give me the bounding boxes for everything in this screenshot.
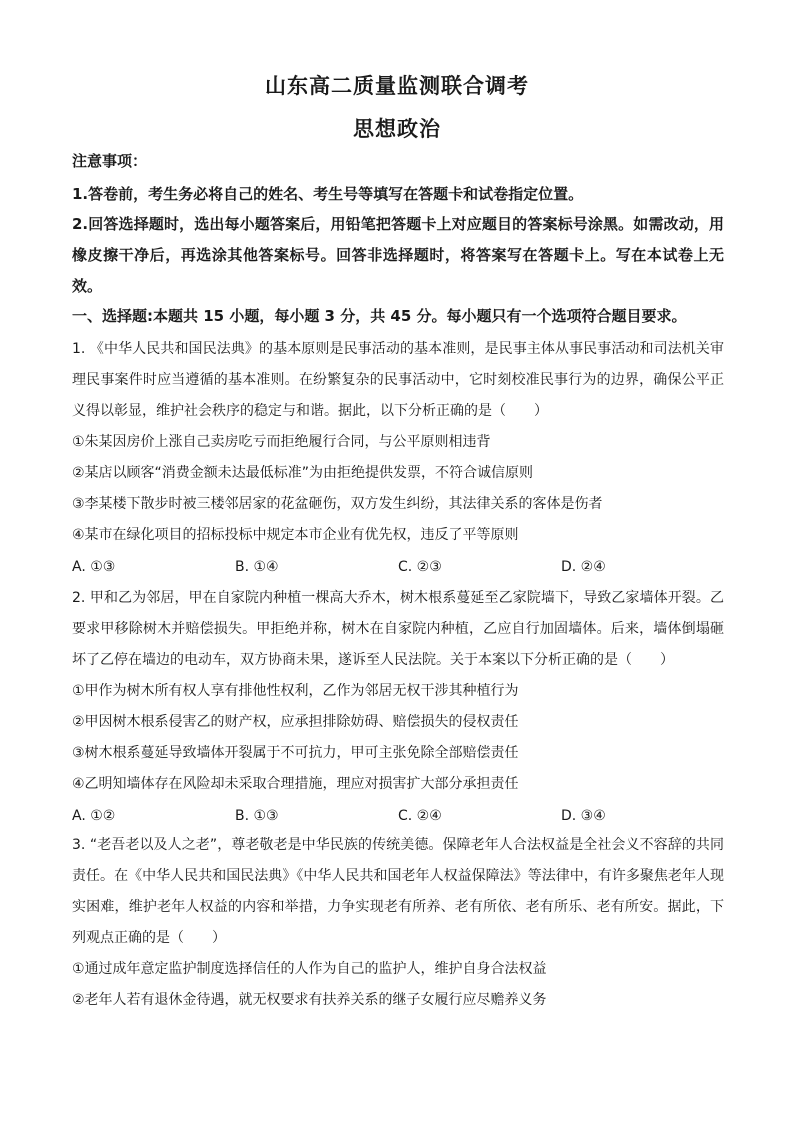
choice-b: B. ①④ [235, 559, 279, 575]
choice-d: D. ③④ [561, 808, 606, 824]
question-stem: 1. 《中华人民共和国民法典》的基本原则是民事活动的基本准则，是民事主体从事民事活动和司法机关审理民事案件时应当遵循的基本准则。在纷繁复杂的民事活动中，它时刻校准民事行为的边界，确保公平正义得以彰显，维护社会秩序的稳定与和谐。据此，以下分析正确的是（ ） [72, 341, 724, 419]
choice-a: A. ①③ [72, 559, 116, 575]
question-1 [72, 334, 724, 575]
exam-subject: 思想政治 [353, 116, 441, 141]
question-2 [72, 583, 724, 824]
question-option: ①通过成年意定监护制度选择信任的人作为自己的监护人，维护自身合法权益 [72, 961, 547, 977]
question-option: ④某市在绿化项目的招标投标中规定本市企业有优先权，违反了平等原则 [72, 527, 519, 543]
question-option: ③李某楼下散步时被三楼邻居家的花盆砸伤，双方发生纠纷，其法律关系的客体是伤者 [72, 496, 603, 512]
question-option: ③树木根系蔓延导致墙体开裂属于不可抗力，甲可主张免除全部赔偿责任 [72, 745, 519, 761]
choice-c: C. ②④ [398, 808, 442, 824]
question-3 [72, 830, 724, 1016]
question-option: ①甲作为树木所有权人享有排他性权利，乙作为邻居无权干涉其种植行为 [72, 683, 519, 699]
question-option: ②某店以顾客“消费金额未达最低标准”为由拒绝提供发票，不符合诚信原则 [72, 465, 534, 481]
question-option: ②甲因树木根系侵害乙的财产权，应承担排除妨碍、赔偿损失的侵权责任 [72, 714, 519, 730]
answer-choices [72, 559, 724, 575]
choice-b: B. ①③ [235, 808, 279, 824]
notice-item-2: 2.回答选择题时，选出每小题答案后，用铅笔把答题卡上对应题目的答案标号涂黑。如需改动，用橡皮擦干净后，再选涂其他答案标号。回答非选择题时，将答案写在答题卡上。写在本试卷上无效。 [72, 215, 724, 295]
choice-d: D. ②④ [561, 559, 606, 575]
notice-item-1: 1.答卷前，考生务必将自己的姓名、考生号等填写在答题卡和试卷指定位置。 [72, 185, 584, 203]
question-option: ②老年人若有退休金待遇，就无权要求有扶养关系的继子女履行应尽赡养义务 [72, 992, 547, 1008]
notice-heading: 注意事项： [72, 152, 148, 170]
section-heading: 一、选择题:本题共 15 小题，每小题 3 分，共 45 分。每小题只有一个选项符合题目要求。 [72, 307, 687, 325]
question-option: ①朱某因房价上涨自己卖房吃亏而拒绝履行合同，与公平原则相违背 [72, 434, 491, 450]
question-stem: 2. 甲和乙为邻居，甲在自家院内种植一棵高大乔木，树木根系蔓延至乙家院墙下，导致乙家墙体开裂。乙要求甲移除树木并赔偿损失。甲拒绝并称，树木在自家院内种植，乙应自行加固墙体。后来，墙体倒塌砸坏了乙停在墙边的电动车，双方协商未果，遂诉至人民法院。关于本案以下分析正确的是（ ） [72, 590, 724, 668]
answer-choices [72, 808, 724, 824]
question-option: ④乙明知墙体存在风险却未采取合理措施，理应对损害扩大部分承担责任 [72, 776, 519, 792]
choice-a: A. ①② [72, 808, 116, 824]
choice-c: C. ②③ [398, 559, 442, 575]
question-stem: 3. “老吾老以及人之老”，尊老敬老是中华民族的传统美德。保障老年人合法权益是全社会义不容辞的共同责任。在《中华人民共和国民法典》《中华人民共和国老年人权益保障法》等法律中，有许多聚焦老年人现实困难，维护老年人权益的内容和举措，力争实现老有所养、老有所依、老有所乐、老有所安。据此，下列观点正确的是（ ） [72, 837, 724, 946]
exam-title: 山东高二质量监测联合调考 [265, 73, 529, 98]
